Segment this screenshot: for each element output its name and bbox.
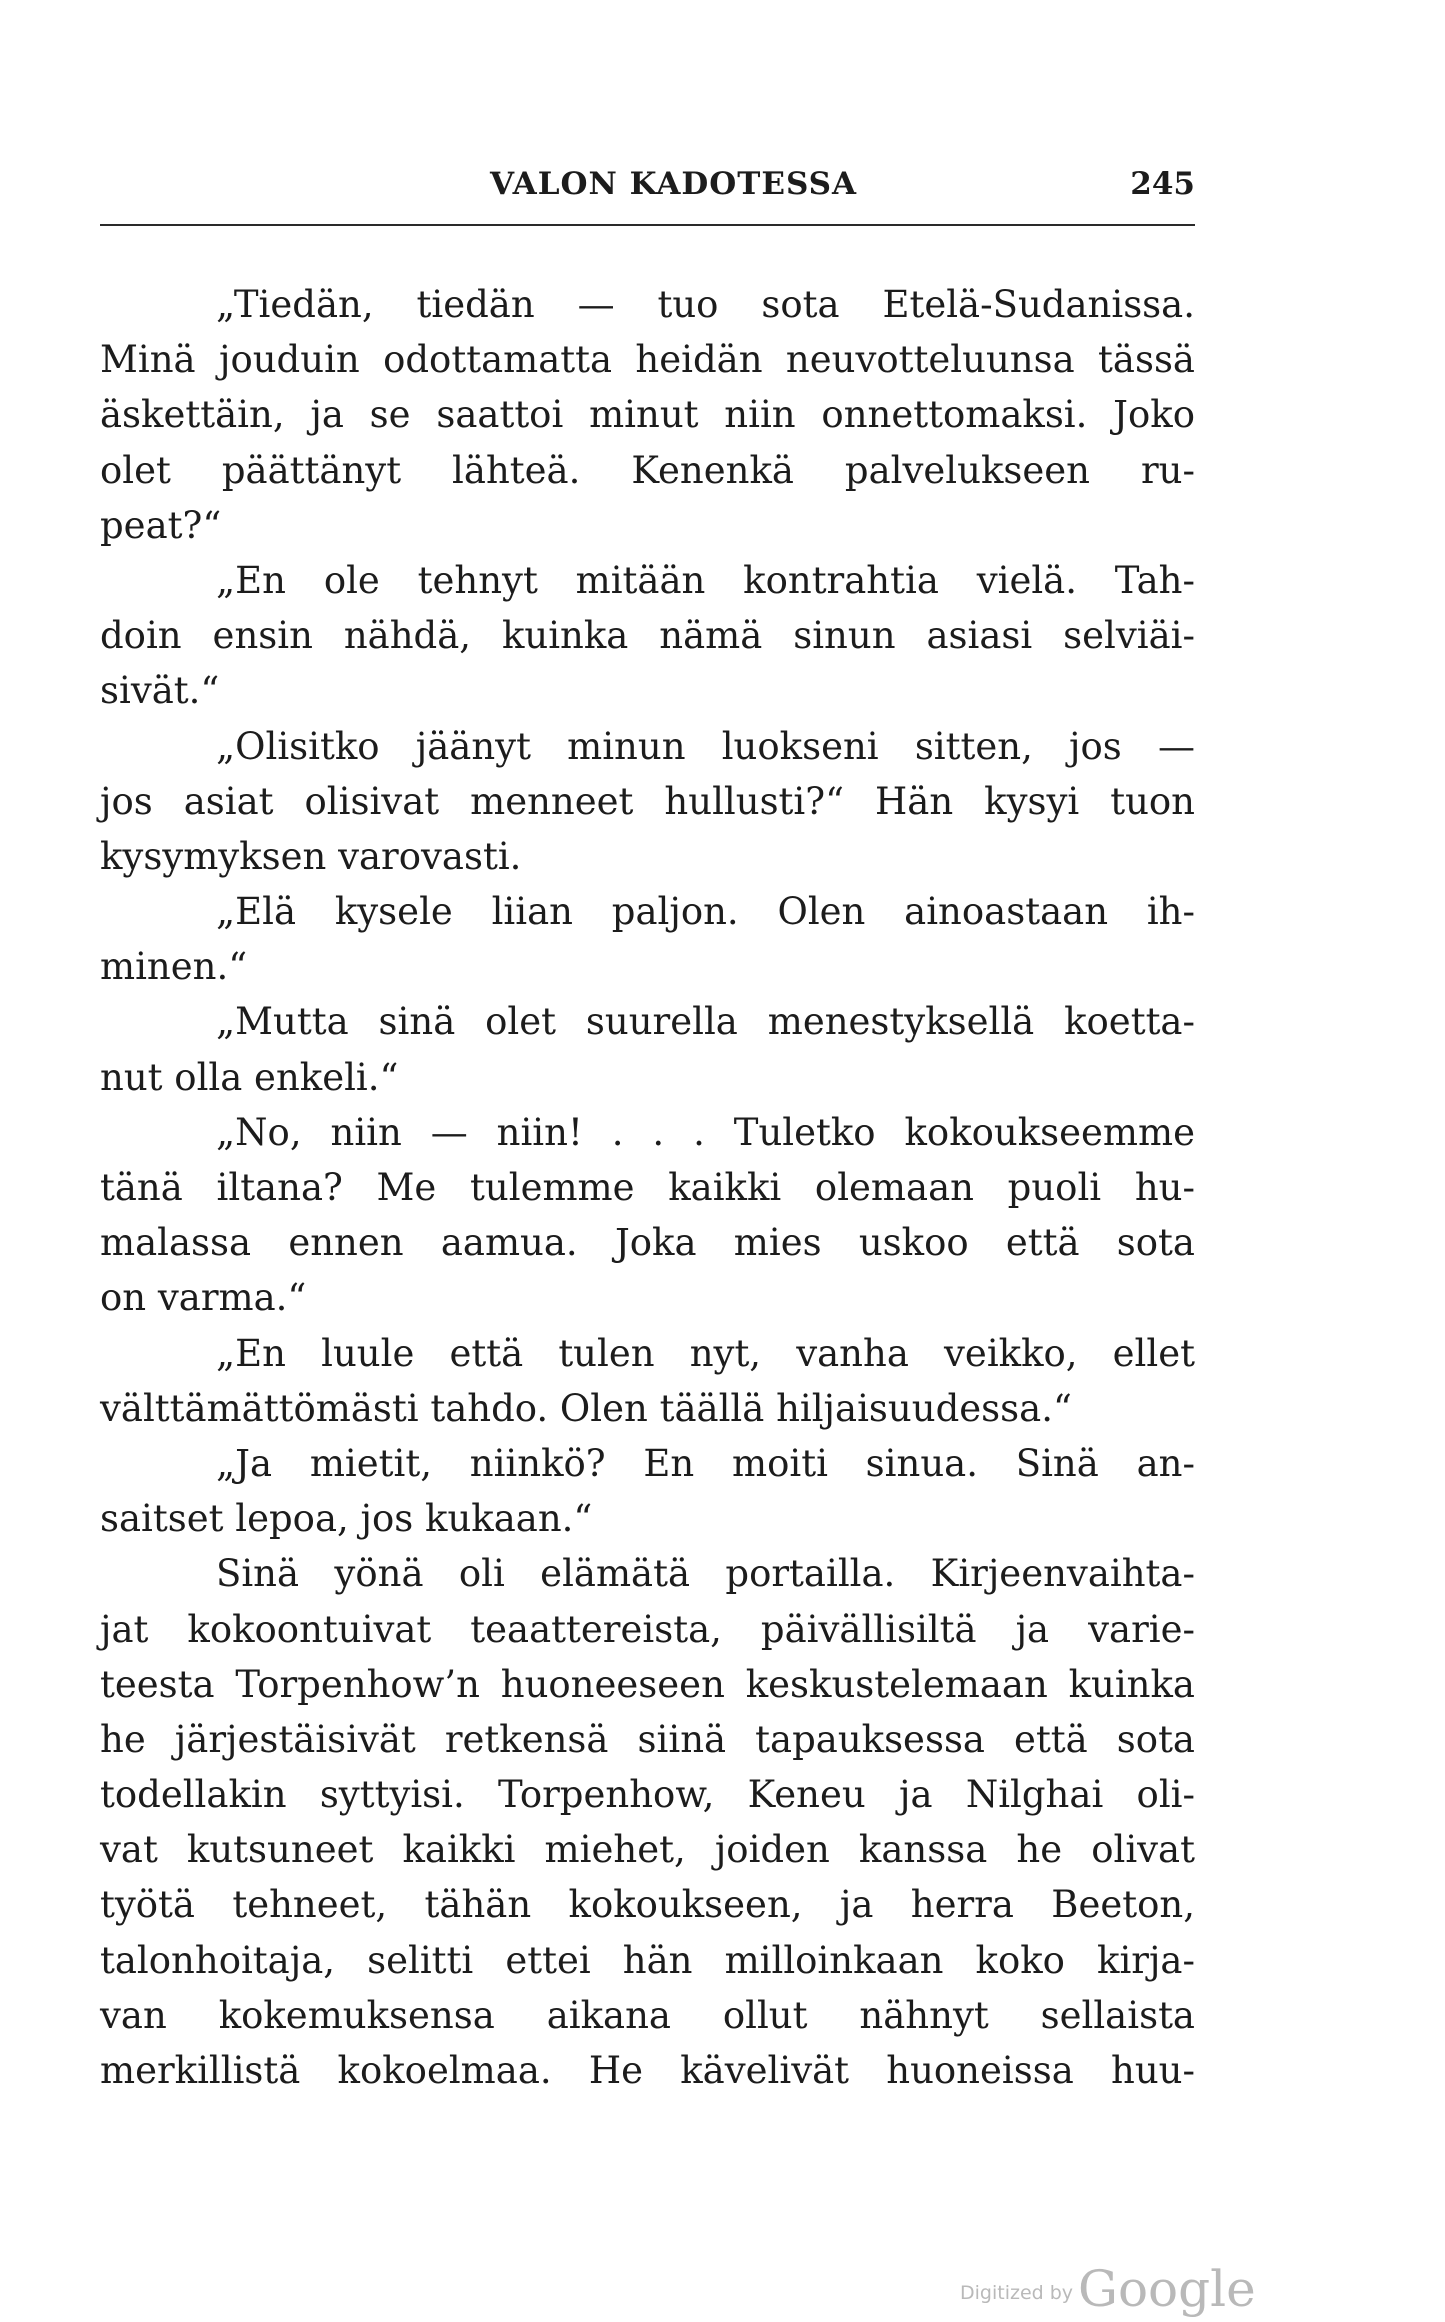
text-line: on varma.“ xyxy=(100,1276,307,1320)
text-line: saitset lepoa, jos kukaan.“ xyxy=(100,1497,593,1541)
text-line: nut olla enkeli.“ xyxy=(100,1055,399,1099)
text-line: teesta Torpenhow’n huoneeseen keskustelemaan kuinka xyxy=(100,1662,1195,1706)
page-number: 245 xyxy=(1130,166,1195,202)
text-line: „En luule että tulen nyt, vanha veikko, ellet xyxy=(216,1331,1195,1375)
text-line: kysymyksen varovasti. xyxy=(100,834,522,878)
text-line: „Tiedän, tiedän — tuo sota Etelä-Sudanissa. xyxy=(216,283,1195,326)
text-line: peat?“ xyxy=(100,503,222,547)
watermark-digitized-by: Digitized by xyxy=(960,2282,1074,2304)
text-line: todellakin syttyisi. Torpenhow, Keneu ja Nilghai oli- xyxy=(100,1773,1195,1817)
text-line: sivät.“ xyxy=(100,669,220,713)
text-line: „Olisitko jäänyt minun luokseni sitten, jos — xyxy=(216,724,1195,768)
page-header xyxy=(100,162,1195,212)
text-line: merkillistä kokoelmaa. He kävelivät huoneissa huu- xyxy=(100,2049,1195,2092)
text-line: Sinä yönä oli elämätä portailla. Kirjeenvaihta- xyxy=(216,1552,1195,1596)
running-title: VALON KADOTESSA xyxy=(490,166,858,202)
text-line: „En ole tehnyt mitään kontrahtia vielä. Tah- xyxy=(216,558,1195,602)
text-line: van kokemuksensa aikana ollut nähnyt sellaista xyxy=(100,1993,1195,2037)
watermark-google-logo: Google xyxy=(1078,2260,1256,2318)
text-line: doin ensin nähdä, kuinka nämä sinun asiasi selviäi- xyxy=(100,614,1195,658)
text-line: työtä tehneet, tähän kokoukseen, ja herra Beeton, xyxy=(100,1883,1195,1927)
text-line: vat kutsuneet kaikki miehet, joiden kanssa he olivat xyxy=(100,1828,1195,1872)
text-line: minen.“ xyxy=(100,945,248,989)
digitized-watermark xyxy=(960,2260,1260,2320)
text-line: tänä iltana? Me tulemme kaikki olemaan puoli hu- xyxy=(100,1166,1195,1209)
text-line: äskettäin, ja se saattoi minut niin onnettomaksi. Joko xyxy=(100,393,1195,437)
text-line: olet päättänyt lähteä. Kenenkä palvelukseen ru- xyxy=(100,448,1195,492)
text-line: he järjestäisivät retkensä siinä tapauksessa että sota xyxy=(100,1717,1195,1761)
text-line: välttämättömästi tahdo. Olen täällä hiljaisuudessa.“ xyxy=(100,1386,1072,1430)
text-line: jat kokoontuivat teaattereista, päivällisiltä ja varie- xyxy=(100,1607,1195,1651)
text-line: „Ja mietit, niinkö? En moiti sinua. Sinä an- xyxy=(216,1441,1195,1485)
text-line: „Mutta sinä olet suurella menestyksellä koetta- xyxy=(216,1000,1195,1044)
body-text xyxy=(100,277,1195,2098)
header-rule xyxy=(100,224,1195,226)
text-line: „Elä kysele liian paljon. Olen ainoastaan ih- xyxy=(216,890,1195,934)
text-line: malassa ennen aamua. Joka mies uskoo että sota xyxy=(100,1221,1195,1265)
text-line: talonhoitaja, selitti ettei hän milloinkaan koko kirja- xyxy=(100,1938,1195,1982)
text-line: jos asiat olisivat menneet hullusti?“ Hän kysyi tuon xyxy=(100,779,1195,823)
text-line: „No, niin — niin! . . . Tuletko kokoukseemme xyxy=(216,1110,1195,1154)
text-line: Minä jouduin odottamatta heidän neuvotteluunsa tässä xyxy=(100,338,1195,382)
